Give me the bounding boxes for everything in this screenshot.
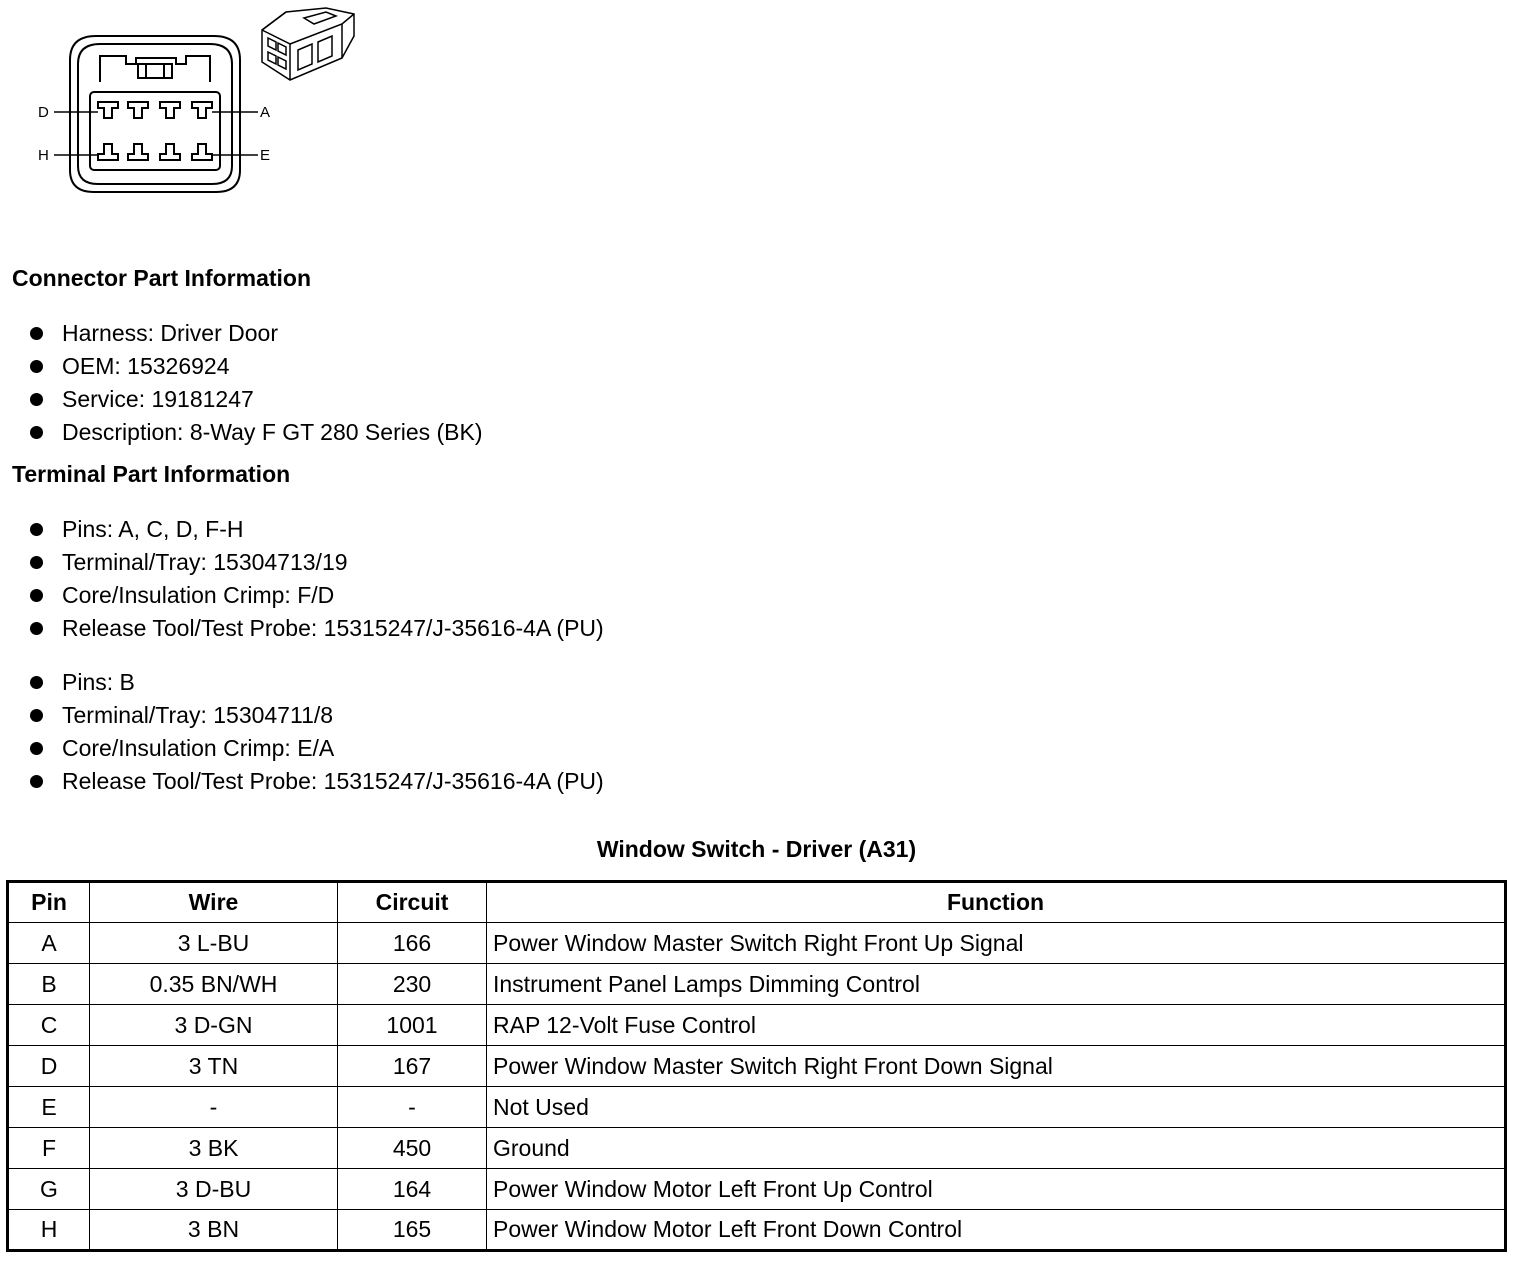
connector-part-heading: Connector Part Information bbox=[12, 265, 312, 291]
cell-wire: 3 BK bbox=[90, 1128, 338, 1169]
cell-function: Power Window Master Switch Right Front Up Signal bbox=[487, 923, 1506, 964]
cell-wire: 3 D-BU bbox=[90, 1169, 338, 1210]
cell-function: Power Window Master Switch Right Front Down Signal bbox=[487, 1046, 1506, 1087]
bullet-icon bbox=[30, 676, 43, 689]
list-item: Description: 8-Way F GT 280 Series (BK) bbox=[0, 416, 483, 449]
header-pin: Pin bbox=[8, 882, 90, 923]
bullet-icon bbox=[30, 393, 43, 406]
cell-function: Power Window Motor Left Front Up Control bbox=[487, 1169, 1506, 1210]
list-item: Pins: B bbox=[0, 666, 604, 699]
table-row bbox=[8, 1005, 1506, 1046]
cell-pin: A bbox=[8, 923, 90, 964]
cell-wire: 0.35 BN/WH bbox=[90, 964, 338, 1005]
cell-pin: D bbox=[8, 1046, 90, 1087]
header-circuit: Circuit bbox=[338, 882, 487, 923]
header-function: Function bbox=[487, 882, 1506, 923]
terminal-row-bottom bbox=[98, 144, 212, 160]
cell-pin: F bbox=[8, 1128, 90, 1169]
list-item: Harness: Driver Door bbox=[0, 317, 483, 350]
table-row bbox=[8, 1046, 1506, 1087]
terminal-part-group-1 bbox=[0, 513, 604, 645]
pin-label-h: H bbox=[38, 147, 49, 164]
table-header-row bbox=[8, 882, 1506, 923]
cell-circuit: 230 bbox=[338, 964, 487, 1005]
cell-pin: E bbox=[8, 1087, 90, 1128]
cell-circuit: 450 bbox=[338, 1128, 487, 1169]
bullet-icon bbox=[30, 709, 43, 722]
bullet-icon bbox=[30, 556, 43, 569]
connector-face-diagram bbox=[0, 0, 380, 210]
bullet-icon bbox=[30, 327, 43, 340]
bullet-icon bbox=[30, 622, 43, 635]
cell-circuit: 165 bbox=[338, 1210, 487, 1251]
cell-pin: H bbox=[8, 1210, 90, 1251]
table-row bbox=[8, 1087, 1506, 1128]
cell-function: Instrument Panel Lamps Dimming Control bbox=[487, 964, 1506, 1005]
cell-function: RAP 12-Volt Fuse Control bbox=[487, 1005, 1506, 1046]
list-item: Release Tool/Test Probe: 15315247/J-35616-4A (PU) bbox=[0, 765, 604, 798]
cell-circuit: - bbox=[338, 1087, 487, 1128]
bullet-icon bbox=[30, 523, 43, 536]
cell-wire: 3 BN bbox=[90, 1210, 338, 1251]
pin-table-title: Window Switch - Driver (A31) bbox=[596, 836, 917, 862]
table-row bbox=[8, 1169, 1506, 1210]
bullet-icon bbox=[30, 589, 43, 602]
table-row bbox=[8, 1128, 1506, 1169]
terminal-part-group-2 bbox=[0, 666, 604, 798]
cell-wire: - bbox=[90, 1087, 338, 1128]
bullet-icon bbox=[30, 426, 43, 439]
table-row bbox=[8, 1210, 1506, 1251]
table-row bbox=[8, 964, 1506, 1005]
cell-circuit: 164 bbox=[338, 1169, 487, 1210]
cell-function: Power Window Motor Left Front Down Control bbox=[487, 1210, 1506, 1251]
cell-pin: G bbox=[8, 1169, 90, 1210]
cell-circuit: 167 bbox=[338, 1046, 487, 1087]
cell-circuit: 1001 bbox=[338, 1005, 487, 1046]
cell-function: Not Used bbox=[487, 1087, 1506, 1128]
connector-latch-window bbox=[138, 64, 172, 78]
cell-wire: 3 TN bbox=[90, 1046, 338, 1087]
connector-housing-outer bbox=[70, 36, 240, 192]
pin-label-e: E bbox=[260, 147, 271, 164]
terminal-part-heading: Terminal Part Information bbox=[12, 461, 291, 487]
terminal-cavity-frame bbox=[90, 92, 220, 170]
table-row bbox=[8, 923, 1506, 964]
bullet-icon bbox=[30, 360, 43, 373]
list-item: Terminal/Tray: 15304713/19 bbox=[0, 546, 604, 579]
pin-label-a: A bbox=[260, 104, 271, 121]
cell-pin: B bbox=[8, 964, 90, 1005]
header-wire: Wire bbox=[90, 882, 338, 923]
bullet-icon bbox=[30, 775, 43, 788]
list-item: Release Tool/Test Probe: 15315247/J-35616-4A (PU) bbox=[0, 612, 604, 645]
bullet-icon bbox=[30, 742, 43, 755]
cell-pin: C bbox=[8, 1005, 90, 1046]
list-item: Service: 19181247 bbox=[0, 383, 483, 416]
pin-label-d: D bbox=[38, 104, 49, 121]
connector-part-list bbox=[0, 317, 483, 449]
list-item: Core/Insulation Crimp: E/A bbox=[0, 732, 604, 765]
connector-isometric-illustration bbox=[262, 0, 354, 80]
list-item: OEM: 15326924 bbox=[0, 350, 483, 383]
cell-circuit: 166 bbox=[338, 923, 487, 964]
cell-wire: 3 D-GN bbox=[90, 1005, 338, 1046]
cell-wire: 3 L-BU bbox=[90, 923, 338, 964]
list-item: Pins: A, C, D, F-H bbox=[0, 513, 604, 546]
terminal-row-top bbox=[98, 102, 212, 118]
list-item: Core/Insulation Crimp: F/D bbox=[0, 579, 604, 612]
pin-table bbox=[6, 880, 1507, 1252]
list-item: Terminal/Tray: 15304711/8 bbox=[0, 699, 604, 732]
cell-function: Ground bbox=[487, 1128, 1506, 1169]
